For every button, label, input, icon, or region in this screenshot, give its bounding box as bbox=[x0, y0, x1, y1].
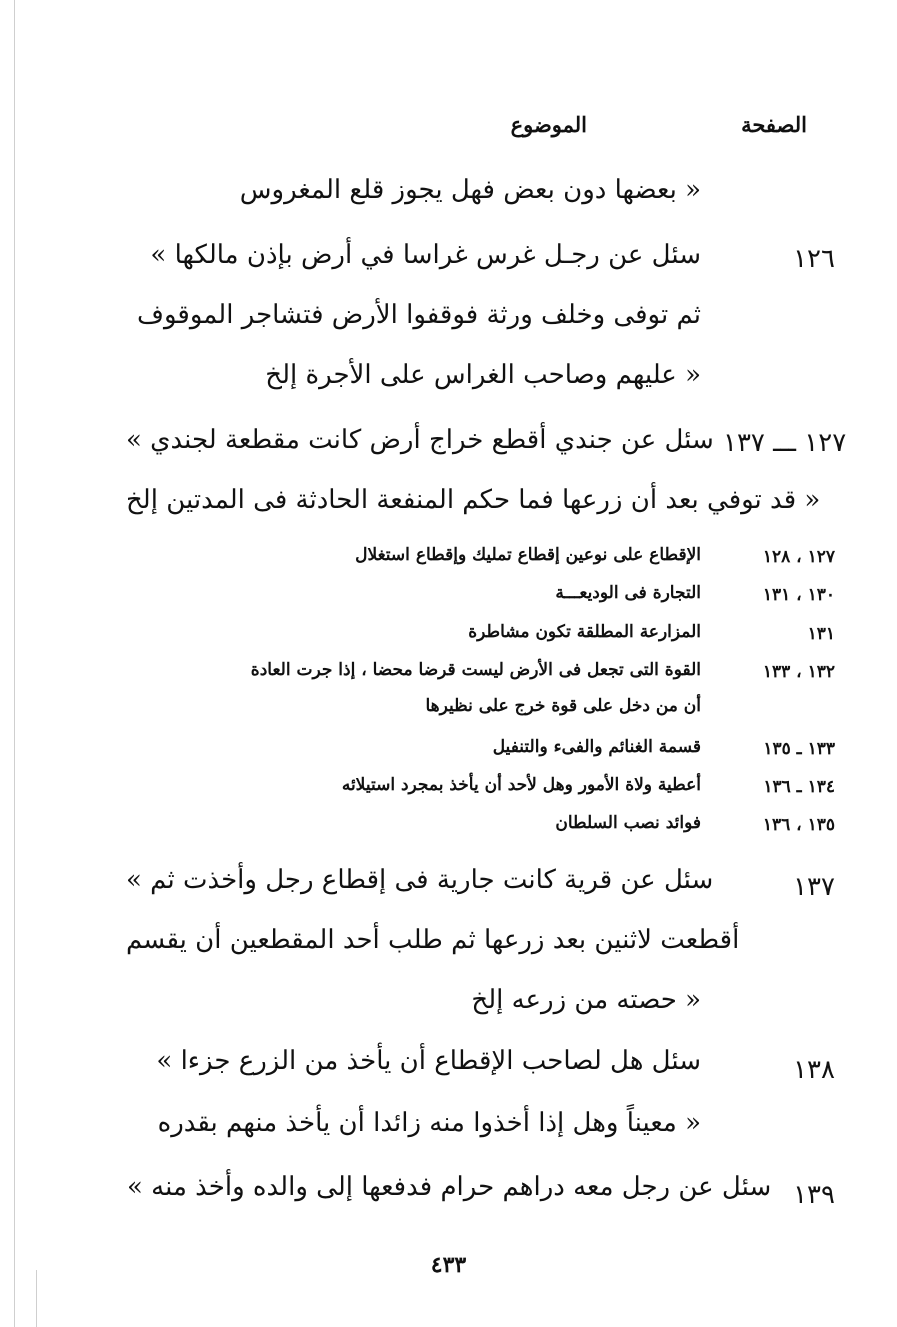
entry-number: ١٣٧ bbox=[793, 872, 835, 902]
entry-number: ١٣٩ bbox=[793, 1180, 835, 1210]
entry-line: ثم توفى وخلف ورثة فوقفوا الأرض فتشاجر الموقوف bbox=[137, 300, 701, 330]
entry-line: أقطعت لاثنين بعد زرعها ثم طلب أحد المقطعين أن يقسم bbox=[126, 925, 740, 955]
entry-line: « سئل عن جندي أقطع خراج أرض كانت مقطعة لجندي bbox=[126, 425, 714, 455]
entry-number: ١٢٧ ـــ ١٣٧ bbox=[723, 428, 847, 458]
page-column-header: الصفحة bbox=[741, 112, 807, 137]
summary-number: ١٢٧ ، ١٢٨ bbox=[762, 547, 835, 567]
entry-number: ١٢٦ bbox=[793, 244, 835, 274]
page-number: ٤٣٣ bbox=[430, 1252, 467, 1278]
entry-line: « سئل هل لصاحب الإقطاع أن يأخذ من الزرع جزءا bbox=[156, 1046, 701, 1076]
entry-line: معيناً وهل إذا أخذوا منه زائدا أن يأخذ منهم بقدره » bbox=[157, 1108, 701, 1138]
entry-line: بعضها دون بعض فهل يجوز قلع المغروس » bbox=[239, 175, 701, 205]
entry-line: عليهم وصاحب الغراس على الأجرة إلخ » bbox=[265, 360, 701, 390]
summary-number: ١٣٥ ، ١٣٦ bbox=[762, 815, 835, 835]
summary-line: قسمة الغنائم والفىء والتنفيل bbox=[492, 737, 701, 757]
topic-column-header: الموضوع bbox=[510, 112, 587, 137]
summary-number: ١٣١ bbox=[807, 624, 835, 644]
summary-line: فوائد نصب السلطان bbox=[555, 813, 701, 833]
summary-line: القوة التى تجعل فى الأرض ليست قرضا محضا ، إذا جرت العادة bbox=[250, 660, 701, 680]
summary-line: أن من دخل على قوة خرج على نظيرها bbox=[425, 696, 701, 716]
entry-line: « سئل عن قرية كانت جارية فى إقطاع رجل وأخذت ثم bbox=[126, 865, 714, 895]
summary-line: المزارعة المطلقة تكون مشاطرة bbox=[468, 622, 701, 642]
entry-line: قد توفي بعد أن زرعها فما حكم المنفعة الحادثة فى المدتين إلخ » bbox=[126, 485, 821, 515]
summary-number: ١٣٣ ـ ١٣٥ bbox=[763, 739, 835, 759]
summary-line: الإقطاع على نوعين إقطاع تمليك وإقطاع استغلال bbox=[355, 545, 701, 565]
entry-number: ١٣٨ bbox=[793, 1055, 835, 1085]
summary-number: ١٣٢ ، ١٣٣ bbox=[762, 662, 835, 682]
entry-line: حصته من زرعه إلخ » bbox=[471, 985, 701, 1015]
summary-line: أعطية ولاة الأمور وهل لأحد أن يأخذ بمجرد استيلائه bbox=[341, 775, 701, 795]
summary-number: ١٣٤ ـ ١٣٦ bbox=[763, 777, 835, 797]
entry-line: « سئل عن رجـل غرس غراسا في أرض بإذن مالكها bbox=[150, 240, 701, 270]
summary-number: ١٣٠ ، ١٣١ bbox=[762, 585, 835, 605]
entry-line: « سئل عن رجل معه دراهم حرام فدفعها إلى والده وأخذ منه bbox=[127, 1172, 772, 1202]
summary-line: التجارة فى الوديعـــة bbox=[555, 583, 701, 603]
